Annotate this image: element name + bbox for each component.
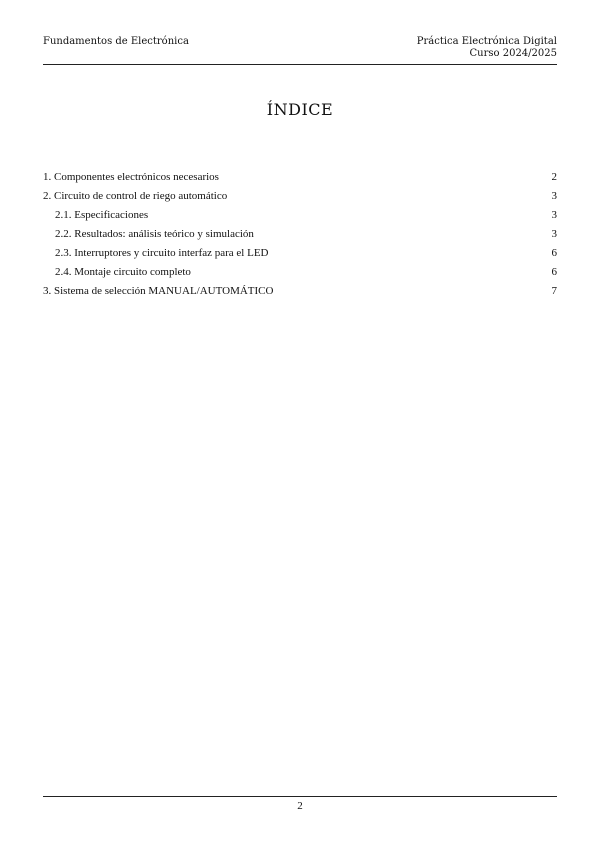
header-right-block bbox=[417, 36, 557, 60]
page-number: 2 bbox=[297, 800, 303, 812]
toc-entry-page: 2 bbox=[551, 171, 557, 183]
toc-entry-page: 3 bbox=[551, 228, 557, 240]
toc-entry-1[interactable] bbox=[43, 170, 557, 189]
toc-entry-page: 3 bbox=[551, 209, 557, 221]
header-course-year: Curso 2024/2025 bbox=[469, 48, 557, 59]
toc-entry-label: 2.3. Interruptores y circuito interfaz para el LED bbox=[55, 247, 269, 259]
page-header bbox=[43, 36, 557, 65]
toc-entry-page: 6 bbox=[551, 266, 557, 278]
toc-entry-label: 2. Circuito de control de riego automático bbox=[43, 190, 228, 202]
toc-entry-label: 3. Sistema de selección MANUAL/AUTOMÁTICO bbox=[43, 285, 274, 297]
toc-entry-2-4[interactable] bbox=[43, 265, 557, 284]
table-of-contents bbox=[43, 170, 557, 303]
toc-entry-page: 3 bbox=[551, 190, 557, 202]
header-practice-title: Práctica Electrónica Digital bbox=[416, 36, 557, 47]
toc-entry-2[interactable] bbox=[43, 189, 557, 208]
page-footer bbox=[43, 796, 557, 812]
toc-entry-label: 1. Componentes electrónicos necesarios bbox=[43, 171, 219, 183]
header-course-name: Fundamentos de Electrónica bbox=[43, 36, 189, 47]
toc-entry-label: 2.4. Montaje circuito completo bbox=[55, 266, 191, 278]
toc-title: ÍNDICE bbox=[266, 100, 334, 119]
toc-entry-label: 2.2. Resultados: análisis teórico y simulación bbox=[55, 228, 254, 240]
toc-entry-2-2[interactable] bbox=[43, 227, 557, 246]
toc-entry-2-3[interactable] bbox=[43, 246, 557, 265]
toc-entry-page: 6 bbox=[551, 247, 557, 259]
toc-entry-page: 7 bbox=[551, 285, 557, 297]
toc-entry-3[interactable] bbox=[43, 284, 557, 303]
toc-entry-2-1[interactable] bbox=[43, 208, 557, 227]
toc-entry-label: 2.1. Especificaciones bbox=[55, 209, 149, 221]
